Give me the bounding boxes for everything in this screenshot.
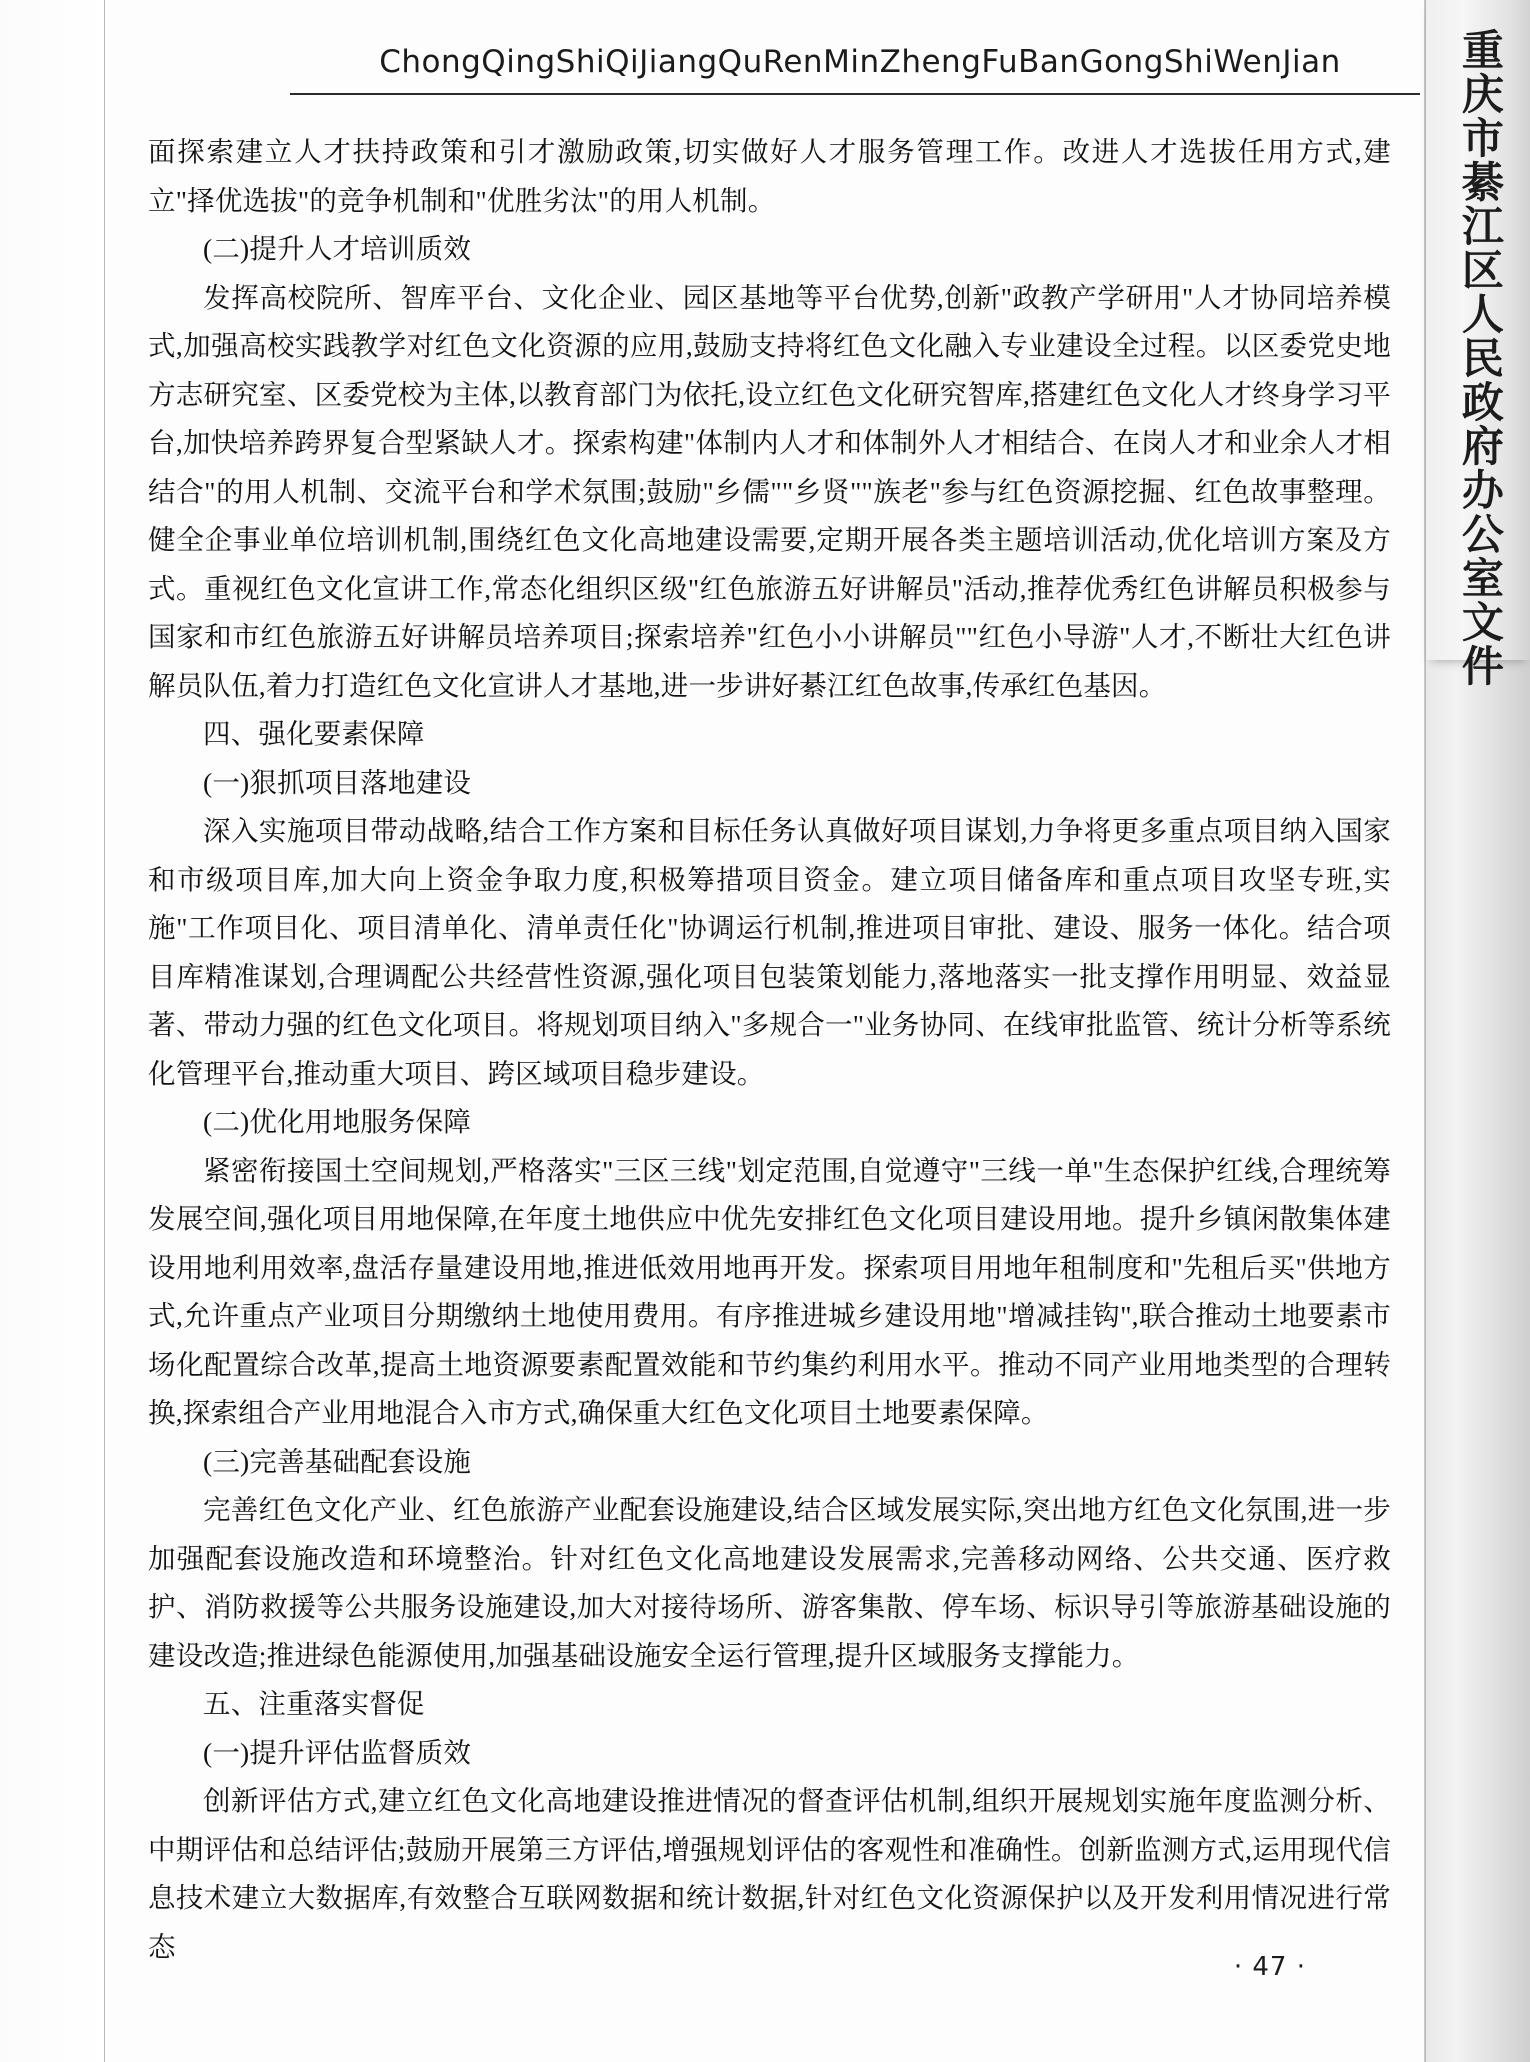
paragraph: 紧密衔接国土空间规划,严格落实"三区三线"划定范围,自觉遵守"三线一单"生态保护红线,合理统筹发展空间,强化项目用地保障,在年度土地供应中优先安排红色文化项目建设用地。提升乡镇闲散集体建设用地利用效率,盘活存量建设用地,推进低效用地再开发。探索项目用地年租制度和"先租后买"供地方式,允许重点产业项目分期缴纳土地使用费用。有序推进城乡建设用地"增减挂钩",联合推动土地要素市场化配置综合改革,提高土地资源要素配置效能和节约集约利用水平。推动不同产业用地类型的合理转换,探索组合产业用地混合入市方式,确保重大红色文化项目土地要素保障。 bbox=[148, 1154, 1391, 1428]
header-title: ChongQingShiQiJiangQuRenMinZhengFuBanGongShiWenJian bbox=[379, 44, 1341, 80]
vertical-masthead-panel bbox=[1426, 0, 1530, 688]
section-heading: (一)提升评估监督质效 bbox=[203, 1736, 472, 1768]
section-heading: (一)狠抓项目落地建设 bbox=[203, 766, 472, 798]
document-header bbox=[305, 44, 1415, 80]
page-border-left bbox=[104, 0, 105, 2062]
paragraph: 完善红色文化产业、红色旅游产业配套设施建设,结合区域发展实际,突出地方红色文化氛围,进一步加强配套设施改造和环境整治。针对红色文化高地建设发展需求,完善移动网络、公共交通、医疗救护、消防救援等公共服务设施建设,加大对接待场所、游客集散、停车场、标识导引等旅游基础设施的建设改造;推进绿色能源使用,加强基础设施安全运行管理,提升区域服务支撑能力。 bbox=[148, 1494, 1391, 1671]
paragraph: 深入实施项目带动战略,结合工作方案和目标任务认真做好项目谋划,力争将更多重点项目纳入国家和市级项目库,加大向上资金争取力度,积极筹措项目资金。建立项目储备库和重点项目攻坚专班,实施"工作项目化、项目清单化、清单责任化"协调运行机制,推进项目审批、建设、服务一体化。结合项目库精准谋划,合理调配公共经营性资源,强化项目包装策划能力,落地落实一批支撑作用明显、效益显著、带动力强的红色文化项目。将规划项目纳入"多规合一"业务协同、在线审批监管、统计分析等系统化管理平台,推动重大项目、跨区域项目稳步建设。 bbox=[148, 815, 1391, 1089]
paragraph: 发挥高校院所、智库平台、文化企业、园区基地等平台优势,创新"政教产学研用"人才协同培养模式,加强高校实践教学对红色文化资源的应用,鼓励支持将红色文化融入专业建设全过程。以区委党史地方志研究室、区委党校为主体,以教育部门为依托,设立红色文化研究智库,搭建红色文化人才终身学习平台,加快培养跨界复合型紧缺人才。探索构建"体制内人才和体制外人才相结合、在岗人才和业余人才相结合"的用人机制、交流平台和学术氛围;鼓励"乡儒""乡贤""族老"参与红色资源挖掘、红色故事整理。健全企事业单位培训机制,围绕红色文化高地建设需要,定期开展各类主题培训活动,优化培训方案及方式。重视红色文化宣讲工作,常态化组织区级"红色旅游五好讲解员"活动,推荐优秀红色讲解员积极参与国家和市红色旅游五好讲解员培养项目;探索培养"红色小小讲解员""红色小导游"人才,不断壮大红色讲解员队伍,着力打造红色文化宣讲人才基地,进一步讲好綦江红色故事,传承红色基因。 bbox=[148, 281, 1392, 701]
page-number: · 47 · bbox=[1233, 1952, 1306, 1982]
section-heading: 五、注重落实督促 bbox=[203, 1688, 425, 1719]
header-divider bbox=[290, 93, 1420, 95]
paragraph: 创新评估方式,建立红色文化高地建设推进情况的督查评估机制,组织开展规划实施年度监测分析、中期评估和总结评估;鼓励开展第三方评估,增强规划评估的客观性和准确性。创新监测方式,运用现代信息技术建立大数据库,有效整合互联网数据和统计数据,针对红色文化资源保护以及开发利用情况进行常态 bbox=[148, 1785, 1391, 1962]
document-body bbox=[148, 128, 1391, 1971]
document-footer bbox=[0, 1952, 1424, 1982]
section-heading: (二)优化用地服务保障 bbox=[203, 1106, 472, 1137]
paragraph: 面探索建立人才扶持政策和引才激励政策,切实做好人才服务管理工作。改进人才选拔任用方式,建立"择优选拔"的竞争机制和"优胜劣汰"的用人机制。 bbox=[148, 136, 1391, 216]
vertical-masthead-band bbox=[1425, 0, 1530, 2062]
masthead-title: 重庆市綦江区人民政府办公室文件 bbox=[1455, 28, 1502, 688]
section-heading: (二)提升人才培训质效 bbox=[203, 233, 472, 264]
page-left-margin bbox=[0, 0, 104, 2062]
section-heading: 四、强化要素保障 bbox=[203, 718, 425, 749]
section-heading: (三)完善基础配套设施 bbox=[203, 1445, 472, 1477]
